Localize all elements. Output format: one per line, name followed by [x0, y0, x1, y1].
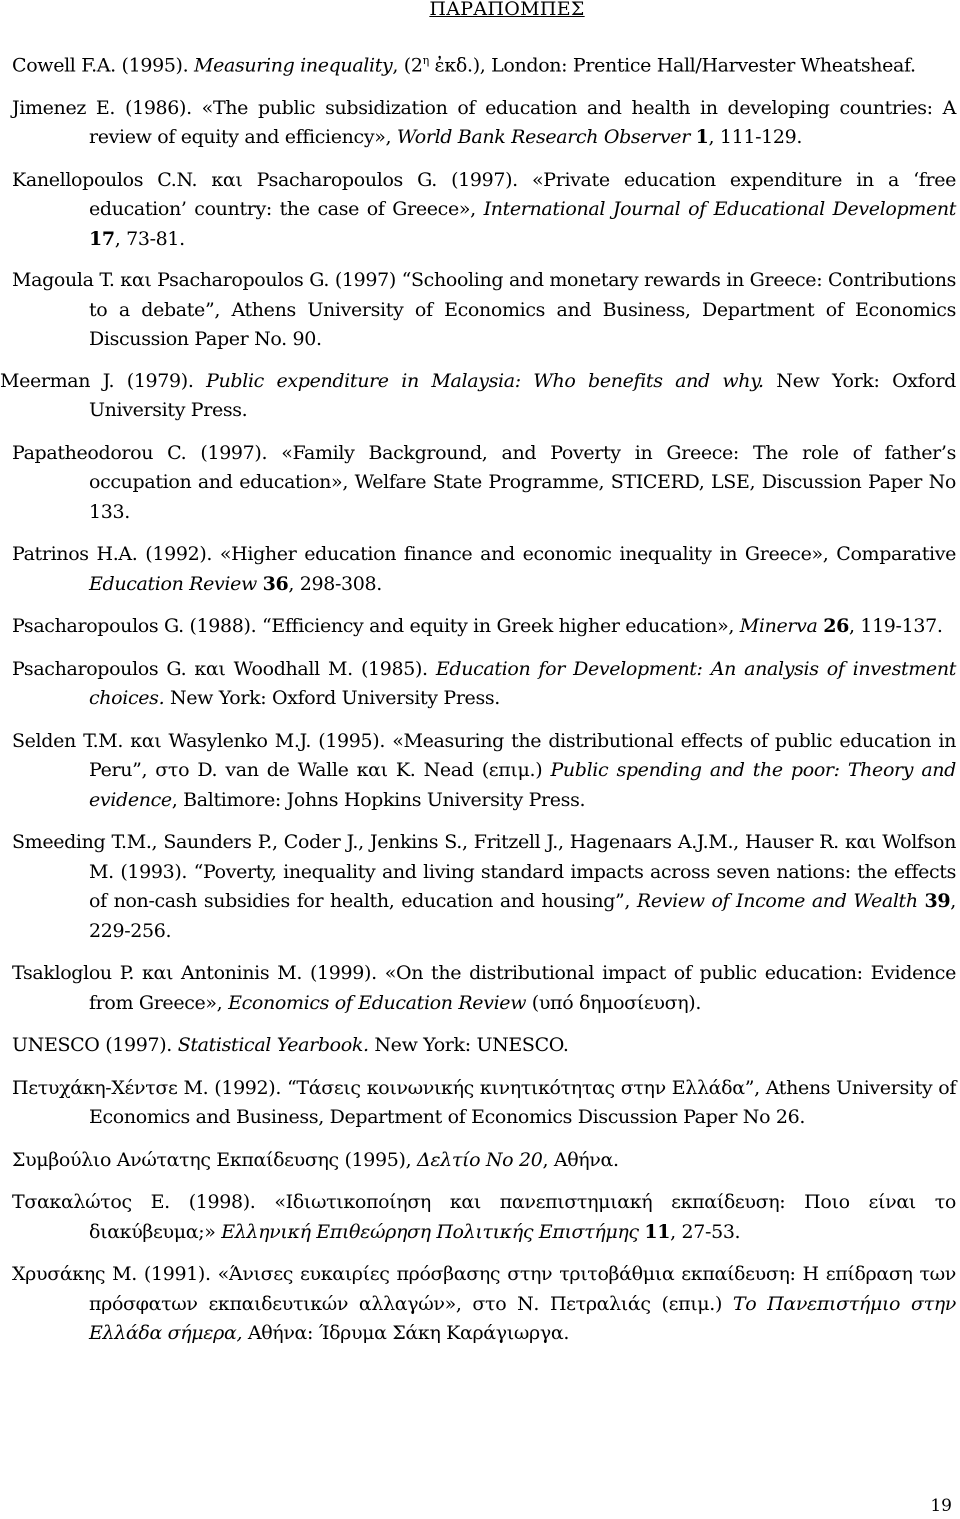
reference-list [0, 46, 957, 1362]
reference-meerman: Meerman J. (1979). Public expenditure in Malaysia: Who benefits and why. New York: Oxford University Press. [0, 369, 956, 422]
reference-psacharopoulos-woodhall: Psacharopoulos G. και Woodhall M. (1985). Education for Development: An analysis of investment choices. New York: Oxford University Press. [12, 657, 956, 710]
reference-smeeding: Smeeding T.M., Saunders P., Coder J., Jenkins S., Fritzell J., Hagenaars A.J.M., Hauser R. και Wolfson M. (1993). “Poverty, inequality and living standard impacts across seven nations: the effects of non-cash subsidies for health, education and housing”, Review of Income and Wealth 39, 229-256. [12, 831, 956, 942]
reference-chrysakis: Χρυσάκης Μ. (1991). «Άνισες ευκαιρίες πρόσβασης στην τριτοβάθμια εκπαίδευση: Η επίδραση των πρόσφατων εκπαιδευτικών αλλαγών», στο Ν. Πετραλιάς (επιμ.) Το Πανεπιστήμιο στην Ελλάδα σήμερα, Αθήνα: Ίδρυμα Σάκη Καράγιωργα. [12, 1263, 956, 1345]
page-number: 19 [930, 1496, 952, 1516]
reference-jimenez: Jimenez E. (1986). «The public subsidization of education and health in developing countries: A review of equity and efficiency», World Bank Research Observer 1, 111-129. [12, 96, 956, 149]
reference-sae: Συμβούλιο Ανώτατης Εκπαίδευσης (1995), Δελτίο Νο 20, Αθήνα. [12, 1148, 619, 1171]
reference-tsakloglou: Tsakloglou P. και Antoninis M. (1999). «On the distributional impact of public education: Evidence from Greece», Economics of Education Review (υπό δημοσίευση). [12, 962, 956, 1014]
reference-patrinos: Patrinos H.A. (1992). «Higher education finance and economic inequality in Greece», Comparative Education Review 36, 298-308. [12, 543, 956, 595]
reference-psacharopoulos-1988: Psacharopoulos G. (1988). “Efficiency and equity in Greek higher education», Minerva 26, 119-137. [12, 615, 943, 638]
reference-tsakalotos: Τσακαλώτος Ε. (1998). «Ιδιωτικοποίηση και πανεπιστημιακή εκπαίδευση: Ποιο είναι το διακύβευμα;» Ελληνική Επιθεώρηση Πολιτικής Επιστήμης 11, 27-53. [12, 1191, 956, 1243]
reference-petychaki: Πετυχάκη-Χέντσε Μ. (1992). “Τάσεις κοινωνικής κινητικότητας στην Ελλάδα”, Athens University of Economics and Business, Department of Economics Discussion Paper No 26. [12, 1076, 956, 1129]
reference-cowell: Cowell F.A. (1995). Measuring inequality, ($2^\eta$ ἐκδ.), London: Prentice Hall/Harvester Wheatsheaf. [12, 54, 916, 77]
reference-kanellopoulos: Kanellopoulos C.N. και Psacharopoulos G. (1997). «Private education expenditure in a ‘free education’ country: the case of Greece», International Journal of Educational Development 17, 73-81. [12, 168, 957, 250]
reference-magoula: Magoula T. και Psacharopoulos G. (1997) “Schooling and monetary rewards in Greece: Contributions to a debate”, Athens University of Economics and Business, Department of Economics Discussion Paper No. 90. [12, 269, 956, 351]
page-title: ΠΑΡΑΠΟΜΠΕΣ [429, 0, 585, 20]
reference-unesco: UNESCO (1997). Statistical Yearbook. New York: UNESCO. [12, 1034, 569, 1057]
reference-selden: Selden T.M. και Wasylenko M.J. (1995). «Measuring the distributional effects of public education in Peru”, στο D. van de Walle και K. Nead (επιμ.) Public spending and the poor: Theory and evidence, Baltimore: Johns Hopkins University Press. [12, 729, 956, 811]
reference-papatheodorou: Papatheodorou C. (1997). «Family Background, and Poverty in Greece: The role of father’s occupation and education», Welfare State Programme, STICERD, LSE, Discussion Paper No 133. [12, 441, 956, 523]
